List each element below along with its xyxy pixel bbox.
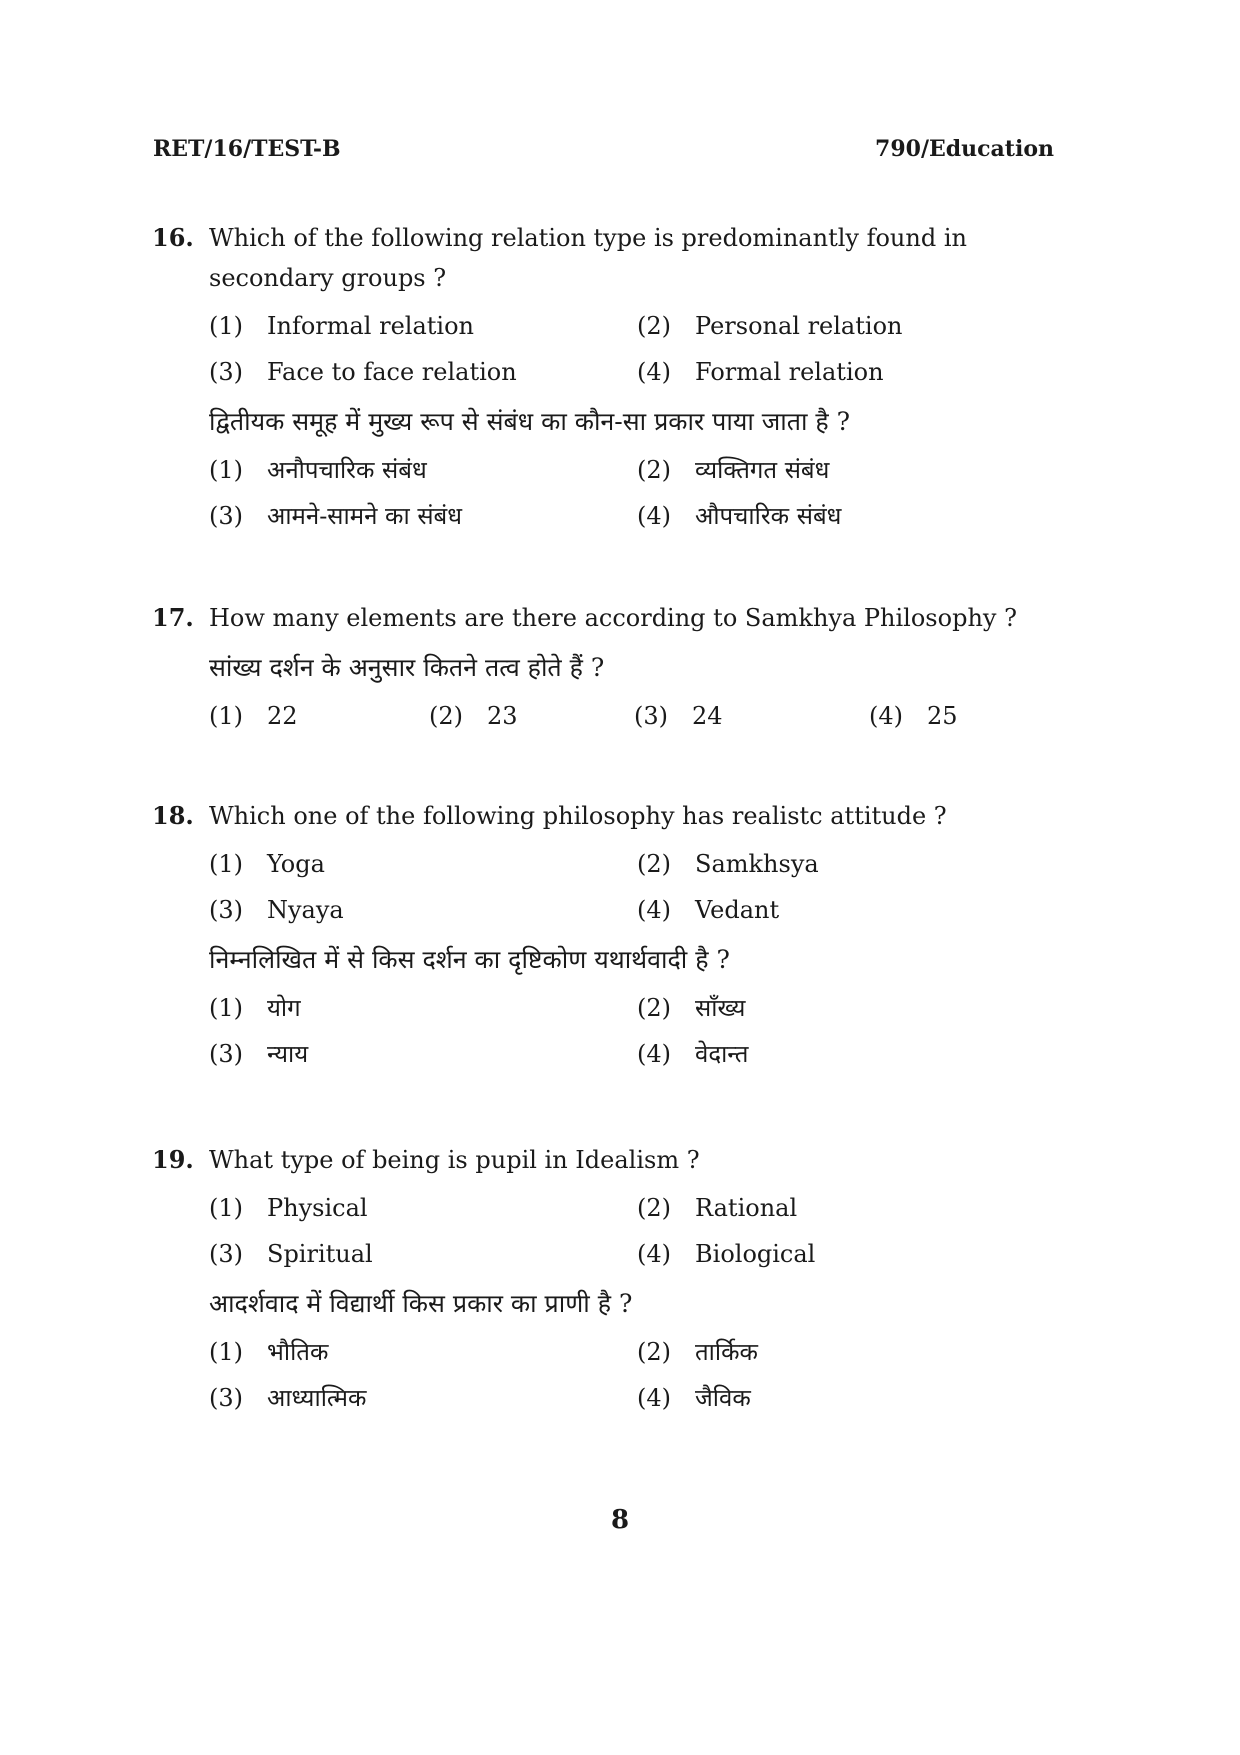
option: (1) Yoga <box>209 850 325 878</box>
option: (3) 24 <box>634 702 723 730</box>
options-hi <box>209 988 1057 1074</box>
option: (1) 22 <box>209 702 298 730</box>
question-16 <box>152 218 1057 536</box>
question-19 <box>152 1140 1057 1418</box>
options-en <box>209 306 1057 392</box>
option: (2) Samkhsya <box>637 850 819 878</box>
page-number: 8 <box>610 1505 630 1535</box>
question-number: 18. <box>152 801 194 830</box>
question-text-en: Which of the following relation type is predominantly found in secondary groups ? <box>209 224 967 292</box>
question-text-en: How many elements are there according to Samkhya Philosophy ? <box>209 604 1017 632</box>
options-en <box>209 1188 1057 1274</box>
header-subject: 790/Education <box>875 136 1054 162</box>
question-number: 19. <box>152 1145 194 1174</box>
option: (4) जैविक <box>637 1384 751 1412</box>
header-paper-code: RET/16/TEST-B <box>153 136 341 162</box>
option: (2) व्यक्तिगत संबंध <box>637 456 830 484</box>
option: (1) Physical <box>209 1194 368 1222</box>
question-18 <box>152 796 1057 1074</box>
question-number: 17. <box>152 603 194 632</box>
option: (2) तार्किक <box>637 1338 758 1366</box>
option: (2) Personal relation <box>637 312 903 340</box>
options-hi <box>209 450 1057 536</box>
option: (4) 25 <box>869 702 958 730</box>
option: (3) आमने-सामने का संबंध <box>209 502 463 530</box>
question-text-hi: निम्नलिखित में से किस दर्शन का दृष्टिकोण यथार्थवादी है ? <box>209 945 730 974</box>
question-text-en: Which one of the following philosophy has realistc attitude ? <box>209 802 947 830</box>
option: (1) Informal relation <box>209 312 474 340</box>
option: (3) Face to face relation <box>209 358 517 386</box>
question-text-hi: आदर्शवाद में विद्यार्थी किस प्रकार का प्राणी है ? <box>209 1289 633 1318</box>
option: (3) Nyaya <box>209 896 344 924</box>
option: (3) आध्यात्मिक <box>209 1384 367 1412</box>
question-text-hi: सांख्य दर्शन के अनुसार कितने तत्व होते हैं ? <box>209 653 605 682</box>
option: (3) न्याय <box>209 1040 309 1068</box>
options <box>209 696 1057 736</box>
option: (2) Rational <box>637 1194 798 1222</box>
option: (1) भौतिक <box>209 1338 329 1366</box>
question-17 <box>152 598 1057 736</box>
option: (4) औपचारिक संबंध <box>637 502 842 530</box>
question-text-en: What type of being is pupil in Idealism ? <box>209 1146 700 1174</box>
option: (2) 23 <box>429 702 518 730</box>
option: (2) सॉंख्य <box>637 994 746 1022</box>
option: (4) Vedant <box>637 896 780 924</box>
option: (4) Biological <box>637 1240 816 1268</box>
option: (3) Spiritual <box>209 1240 373 1268</box>
option: (4) वेदान्त <box>637 1040 749 1068</box>
option: (1) अनौपचारिक संबंध <box>209 456 427 484</box>
question-number: 16. <box>152 223 194 252</box>
option: (4) Formal relation <box>637 358 884 386</box>
question-text-hi: द्वितीयक समूह में मुख्य रूप से संबंध का कौन-सा प्रकार पाया जाता है ? <box>209 407 851 436</box>
options-hi <box>209 1332 1057 1418</box>
options-en <box>209 844 1057 930</box>
option: (1) योग <box>209 994 301 1022</box>
